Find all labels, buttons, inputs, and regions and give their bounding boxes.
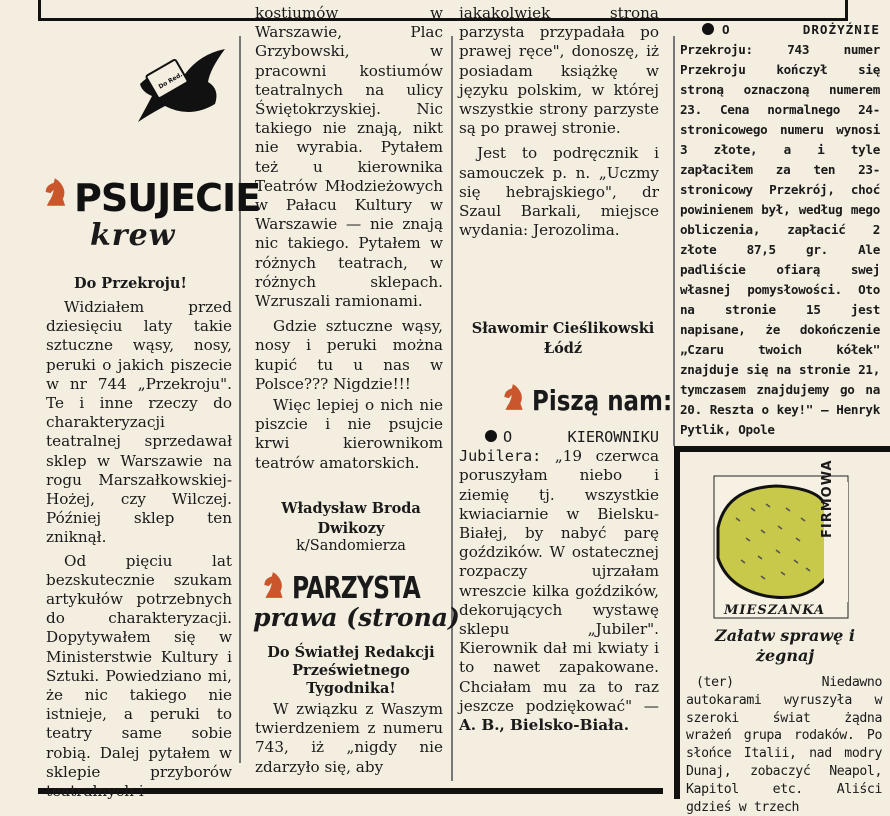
psujecie-paragraph-2: Od pięciu lat bezskutecznie szukam artykułów potrzebnych do charakteryzacji. Dopytywałem się w Ministerstwie Kultury i Sztuki. Powiedziano mi, że nic takiego nie istnieje, a peruki to teatry same sobie robią. Dalej pytałem w sklepie przyborów teatralnych i [46,551,232,801]
col2-paragraph-1: kostiumów w Warszawie, Plac Grzybowski, w pracowni kostiumów teatralnych na ulicy Świętokrzyskiej. Nic takiego nie znają, nikt nie wyrabia. Pytałem też u kierownika Teatrów Młodzieżowych w Pałacu Kultury w Warszawie — nie znają nic takiego. Pytałem w różnych teatrach, w różnych sklepach. Wzruszali ramionami. [255,4,443,311]
top-frame-left [38,0,41,21]
box-left-border [674,446,680,799]
parzysta-salutation: Do Światłej Redakcji Prześwietnego Tygodnika! [267,644,435,697]
chess-knight-icon [42,176,70,208]
dove-with-letter-icon [130,44,230,138]
box-paragraph: (ter) Niedawno autokarami wyruszyła w szeroki świat żądna wrażeń grupa rodaków. Po słońce Italii, nad modry Dunaj, zobaczyć Neapol, Kapitol etc. Aliści gdzieś w trzech [686,675,882,815]
signature-cieslikowski-name: Sławomir Cieślikowski [471,320,655,337]
kierownik-text: „19 czerwca poruszyłam niebo i ziemię tj. wszystkie kwiaciarnie w Bielsku-Białej, by nabyć parę goździków. W ostatecznej rozpaczy ujrzałam wreszcie kilka goździków, dekorujących wystawę sklepu „Jubiler". Kierownik dał mi kwiaty i to nawet zapakowane. Chciałam mu za to raz jeszcze podziękować" — [459,447,659,715]
bullet-dot-icon [702,23,714,35]
psujecie-paragraph-1: Widziałem przed dziesięciu laty takie sztuczne wąsy, nosy, peruki o jakich piszecie w nr 744 „Przekroju". Te i inne rzeczy do charakteryzacji teatralnej sprzedawał sklep w Warszawie na rogu Marszałkowskiej-Hożej, czy Wilczej. Później sklep ten zniknął. [46,298,232,547]
parzysta-subtitle: prawa (strona) [253,603,460,632]
top-frame-right [845,0,848,21]
kierownik-signature: A. B., Bielsko-Biała. [459,716,630,735]
chess-knight-icon [501,382,527,412]
psujecie-subtitle: krew [90,218,176,253]
chess-knight-icon [261,570,287,600]
col2-paragraph-2: Gdzie sztuczne wąsy, nosy i peruki można kupić tu u nas w Polsce??? Nigdzie!!! [255,317,443,393]
signature-broda-place2: k/Sandomierza [296,538,406,554]
kierownik-lead: O KIEROWNIKU Jubilera: [459,428,659,466]
bullet-dot-icon [485,430,497,442]
pisza-nam-title: Piszą nam: [532,384,673,417]
col2-paragraph-3: Więc lepiej o nich nie piszcie i nie psujcie krwi kierownikom teatrów amatorskich. [255,396,443,472]
drozyzna-signature: Henryk Pytlik, Opole [680,402,880,437]
col-divider-1 [239,36,241,763]
psujecie-title: PSUJECIE [74,176,261,220]
col3-paragraph-1: jakakolwiek strona parzysta przypadała po prawej ręce", donoszę, iż posiadam książkę w języku polskim, w której wszystkie strony parzyste są po prawej stronie. [459,4,659,138]
mieszanka-label: MIESZANKA [724,603,826,618]
col3-paragraph-2: Jest to podręcznik i samouczek p. n. „Uczmy się hebrajskiego", dr Szaul Barkali, miejsce wydania: Jerozolima. [459,144,659,240]
signature-broda-place1: Dwikozy [317,520,385,537]
box-top-border [674,446,890,452]
parzysta-paragraph: W związku z Waszym twierdzeniem z numeru 743, iż „nigdy nie zdarzyło się, aby [255,700,443,776]
box-title: Załatw sprawę i żegnaj [715,626,855,665]
psujecie-heading [42,176,261,220]
psujecie-salutation: Do Przekroju! [74,275,187,292]
kierownik-letter [459,428,659,735]
signature-cieslikowski-place: Łódź [543,340,583,357]
firmowa-label: FIRMOWA [820,459,835,538]
signature-broda-name: Władysław Broda [281,500,421,517]
boxed-article [674,446,890,815]
parzysta-heading [261,570,456,606]
drozyzna-text: Przekroju: 743 numer Przekroju kończył się stroną oznaczoną numerem 23. Cena normalnego 24-stronicowego numeru wynosi 3 złote, a i tyle zapłaciłem za ten 23-stronicowy Przekrój, choć powinienem był, według mego obliczenia, zapłacić 2 złote 87,5 gr. Ale padliście ofiarą swej własnej pomysłowości. Oto na stronie 15 jest napisane, że dokończenie „Czaru twoich kółek" znajduje się na stronie 21, tymczasem znajdujemy go na 20. Reszta o key!" — [680,42,880,417]
pisza-nam-heading [501,382,703,417]
lemon-illustration [706,459,856,623]
drozyzna-lead: O DROŻYŹNIE [722,22,880,37]
svg-text:Do Red.: Do Red. [157,71,184,91]
col-divider-2 [451,36,453,781]
drozyzna-letter [680,20,880,440]
parzysta-title: PARZYSTA [292,571,421,606]
